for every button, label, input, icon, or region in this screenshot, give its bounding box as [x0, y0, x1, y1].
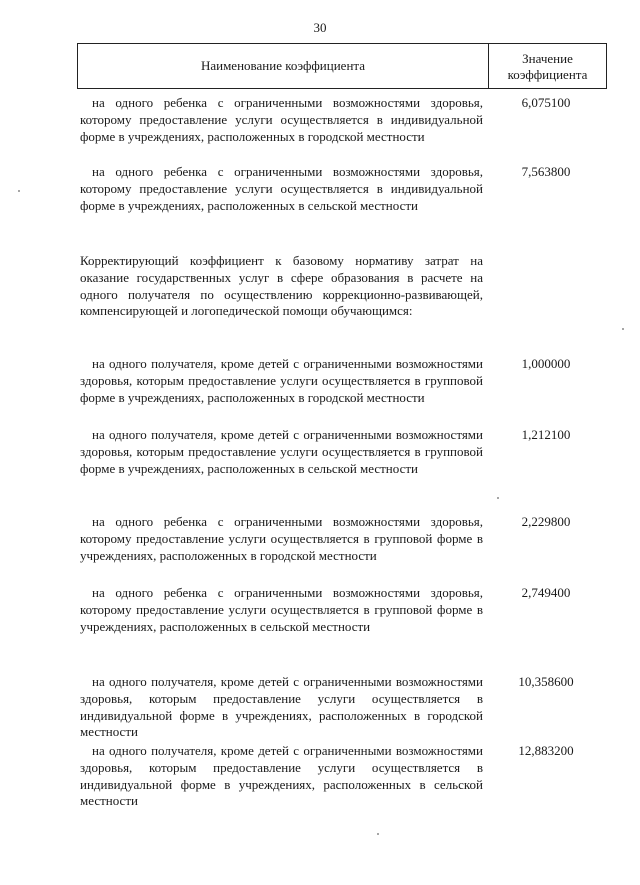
coefficient-description: на одного получателя, кроме детей с ограниченными возможностями здоровья, которым предоставление услуги осуществляется в индивидуальной форме в учреждениях, расположенных в городской местности — [80, 674, 483, 740]
coefficient-description: на одного получателя, кроме детей с ограниченными возможностями здоровья, которым предоставление услуги осуществляется в групповой форме в учреждениях, расположенных в сельской местности — [80, 427, 483, 476]
scan-speck — [377, 833, 379, 835]
coefficient-description: на одного получателя, кроме детей с ограниченными возможностями здоровья, которым предоставление услуги осуществляется в групповой форме в учреждениях, расположенных в городской местности — [80, 356, 483, 405]
coefficient-description: на одного ребенка с ограниченными возможностями здоровья, которому предоставление услуги осуществляется в индивидуальной форме в учреждениях, расположенных в сельской местности — [80, 164, 483, 213]
scan-speck — [18, 190, 20, 192]
coefficient-value: 6,075100 — [521, 95, 571, 110]
coefficient-value: 1,212100 — [521, 427, 571, 442]
coefficient-value: 2,749400 — [521, 585, 571, 600]
coefficient-value: 1,000000 — [521, 356, 571, 371]
header-name-column: Наименование коэффициента — [200, 58, 366, 73]
coefficient-description: на одного получателя, кроме детей с ограниченными возможностями здоровья, которым предоставление услуги осуществляется в индивидуальной форме в учреждениях, расположенных в сельской местности — [80, 743, 483, 809]
coefficient-value: 2,229800 — [521, 514, 571, 529]
section-heading: Корректирующий коэффициент к базовому нормативу затрат на оказание государственных услуг в сфере образования в расчете на одного получателя по осуществлению коррекционно-развивающей, компенсирующей и логопедической помощи обучающимся: — [80, 253, 483, 319]
coefficient-value: 10,358600 — [518, 674, 574, 689]
coefficient-description: на одного ребенка с ограниченными возможностями здоровья, которому предоставление услуги осуществляется в индивидуальной форме в учреждениях, расположенных в городской местности — [80, 95, 483, 144]
coefficient-description: на одного ребенка с ограниченными возможностями здоровья, которому предоставление услуги осуществляется в групповой форме в учреждениях, расположенных в городской местности — [80, 514, 483, 563]
coefficient-description: на одного ребенка с ограниченными возможностями здоровья, которому предоставление услуги осуществляется в групповой форме в учреждениях, расположенных в сельской местности — [80, 585, 483, 634]
page-number: 30 — [313, 20, 327, 35]
coefficient-value: 12,883200 — [518, 743, 574, 758]
scan-speck — [497, 497, 499, 499]
scan-speck — [622, 328, 624, 330]
header-value-column: Значение коэффициента — [507, 51, 588, 82]
coefficient-value: 7,563800 — [521, 164, 571, 179]
table-header — [77, 43, 607, 89]
